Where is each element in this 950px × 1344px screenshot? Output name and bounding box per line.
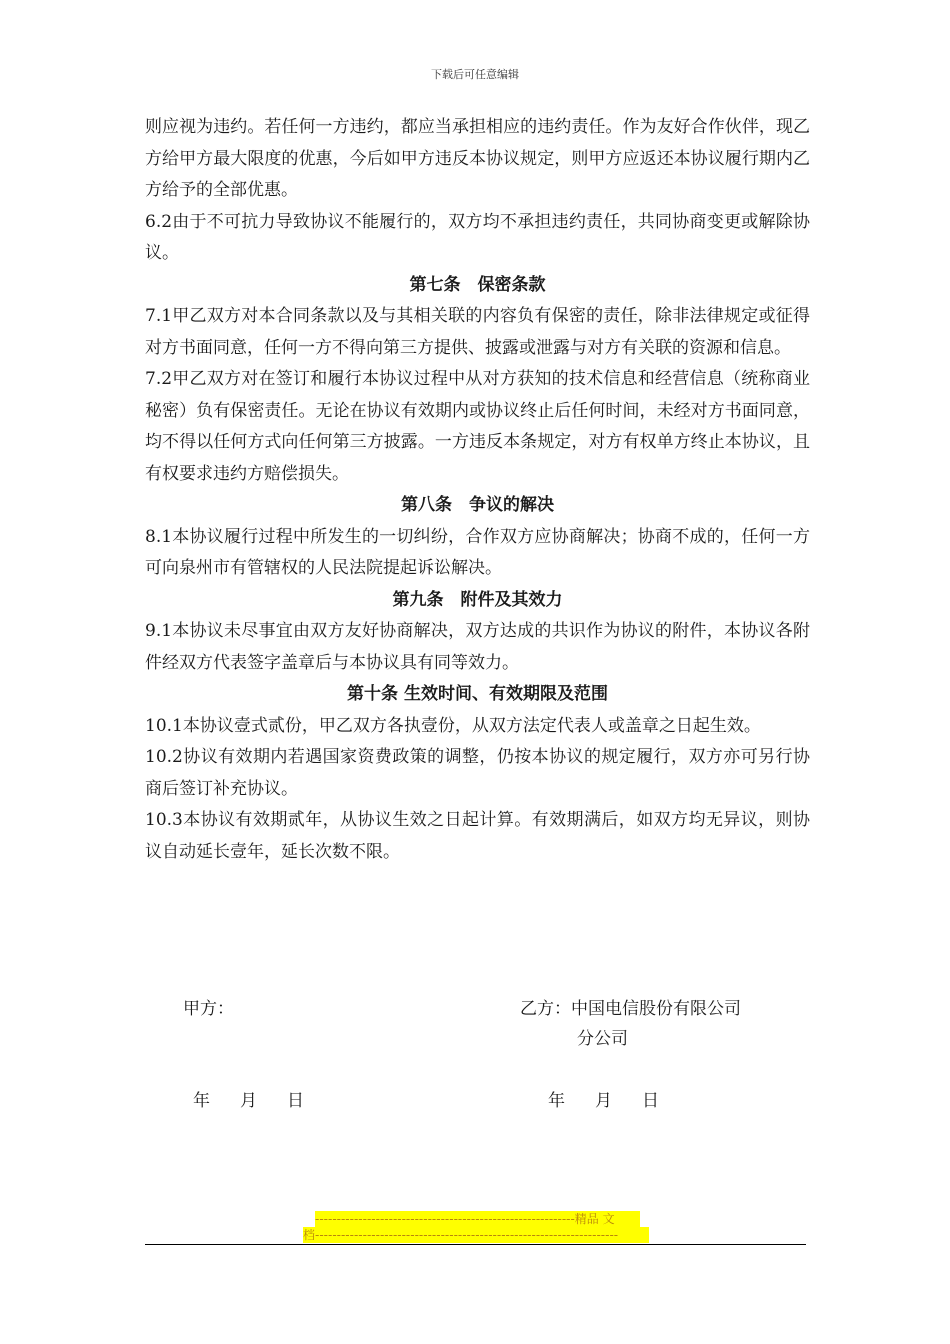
party-b-block [520, 994, 741, 1054]
paragraph-breach-continuation: 则应视为违约。若任何一方违约，都应当承担相应的违约责任。作为友好合作伙伴，现乙方给甲方最大限度的优惠，今后如甲方违反本协议规定，则甲方应返还本协议履行期内乙方给予的全部优惠。 [145, 117, 810, 200]
paragraph-10-1: 10.1本协议壹式贰份，甲乙双方各执壹份，从双方法定代表人或盖章之日起生效。 [145, 715, 761, 736]
date-year-label: 年 [548, 1091, 565, 1111]
footer-watermark-stamp [303, 1211, 649, 1243]
contract-body [145, 112, 810, 868]
paragraph-6-2: 6.2由于不可抗力导致协议不能履行的，双方均不承担违约责任，共同协商变更或解除协议。 [145, 211, 810, 263]
party-a-label: 甲方： [183, 999, 234, 1019]
article-7-heading: 第七条 保密条款 [409, 274, 546, 295]
party-b-date [548, 1086, 689, 1111]
article-8-heading: 第八条 争议的解决 [401, 495, 554, 515]
date-day-label: 日 [642, 1091, 659, 1111]
paragraph-10-3: 10.3本协议有效期贰年，从协议生效之日起计算。有效期满后，如双方均无异议，则协议自动延长壹年，延长次数不限。 [145, 810, 810, 862]
date-month-label: 月 [595, 1091, 612, 1111]
party-a-date [193, 1086, 334, 1111]
article-9-heading: 第九条 附件及其效力 [392, 589, 563, 610]
paragraph-10-2: 10.2协议有效期内若遇国家资费政策的调整，仍按本协议的规定履行，双方亦可另行协商后签订补充协议。 [145, 747, 810, 799]
paragraph-9-1: 9.1本协议未尽事宜由双方友好协商解决，双方达成的共识作为协议的附件，本协议各附件经双方代表签字盖章后与本协议具有同等效力。 [145, 621, 810, 673]
footer-stamp-line-1: ------------------------------------------------------------精品 文 [315, 1211, 640, 1227]
date-day-label: 日 [287, 1091, 304, 1111]
party-b-name: 乙方：中国电信股份有限公司 [520, 999, 741, 1019]
article-10-heading: 第十条 生效时间、有效期限及范围 [347, 684, 608, 704]
footer-divider [145, 1244, 806, 1245]
page-header-note: 下载后可任意编辑 [431, 68, 519, 81]
date-year-label: 年 [193, 1091, 210, 1111]
paragraph-7-2: 7.2甲乙双方对在签订和履行本协议过程中从对方获知的技术信息和经营信息（统称商业秘密）负有保密责任。无论在协议有效期内或协议终止后任何时间，未经对方书面同意，均不得以任何方式向任何第三方披露。一方违反本条规定，对方有权单方终止本协议，且有权要求违约方赔偿损失。 [145, 369, 810, 484]
footer-stamp-line-2: 档---------------------------------------------------------------------- [303, 1227, 649, 1243]
paragraph-7-1: 7.1甲乙双方对本合同条款以及与其相关联的内容负有保密的责任，除非法律规定或征得对方书面同意，任何一方不得向第三方提供、披露或泄露与对方有关联的资源和信息。 [145, 306, 810, 358]
party-b-branch: 分公司 [577, 1029, 628, 1049]
paragraph-8-1: 8.1本协议履行过程中所发生的一切纠纷，合作双方应协商解决；协商不成的，任何一方可向泉州市有管辖权的人民法院提起诉讼解决。 [145, 526, 810, 578]
date-month-label: 月 [240, 1091, 257, 1111]
